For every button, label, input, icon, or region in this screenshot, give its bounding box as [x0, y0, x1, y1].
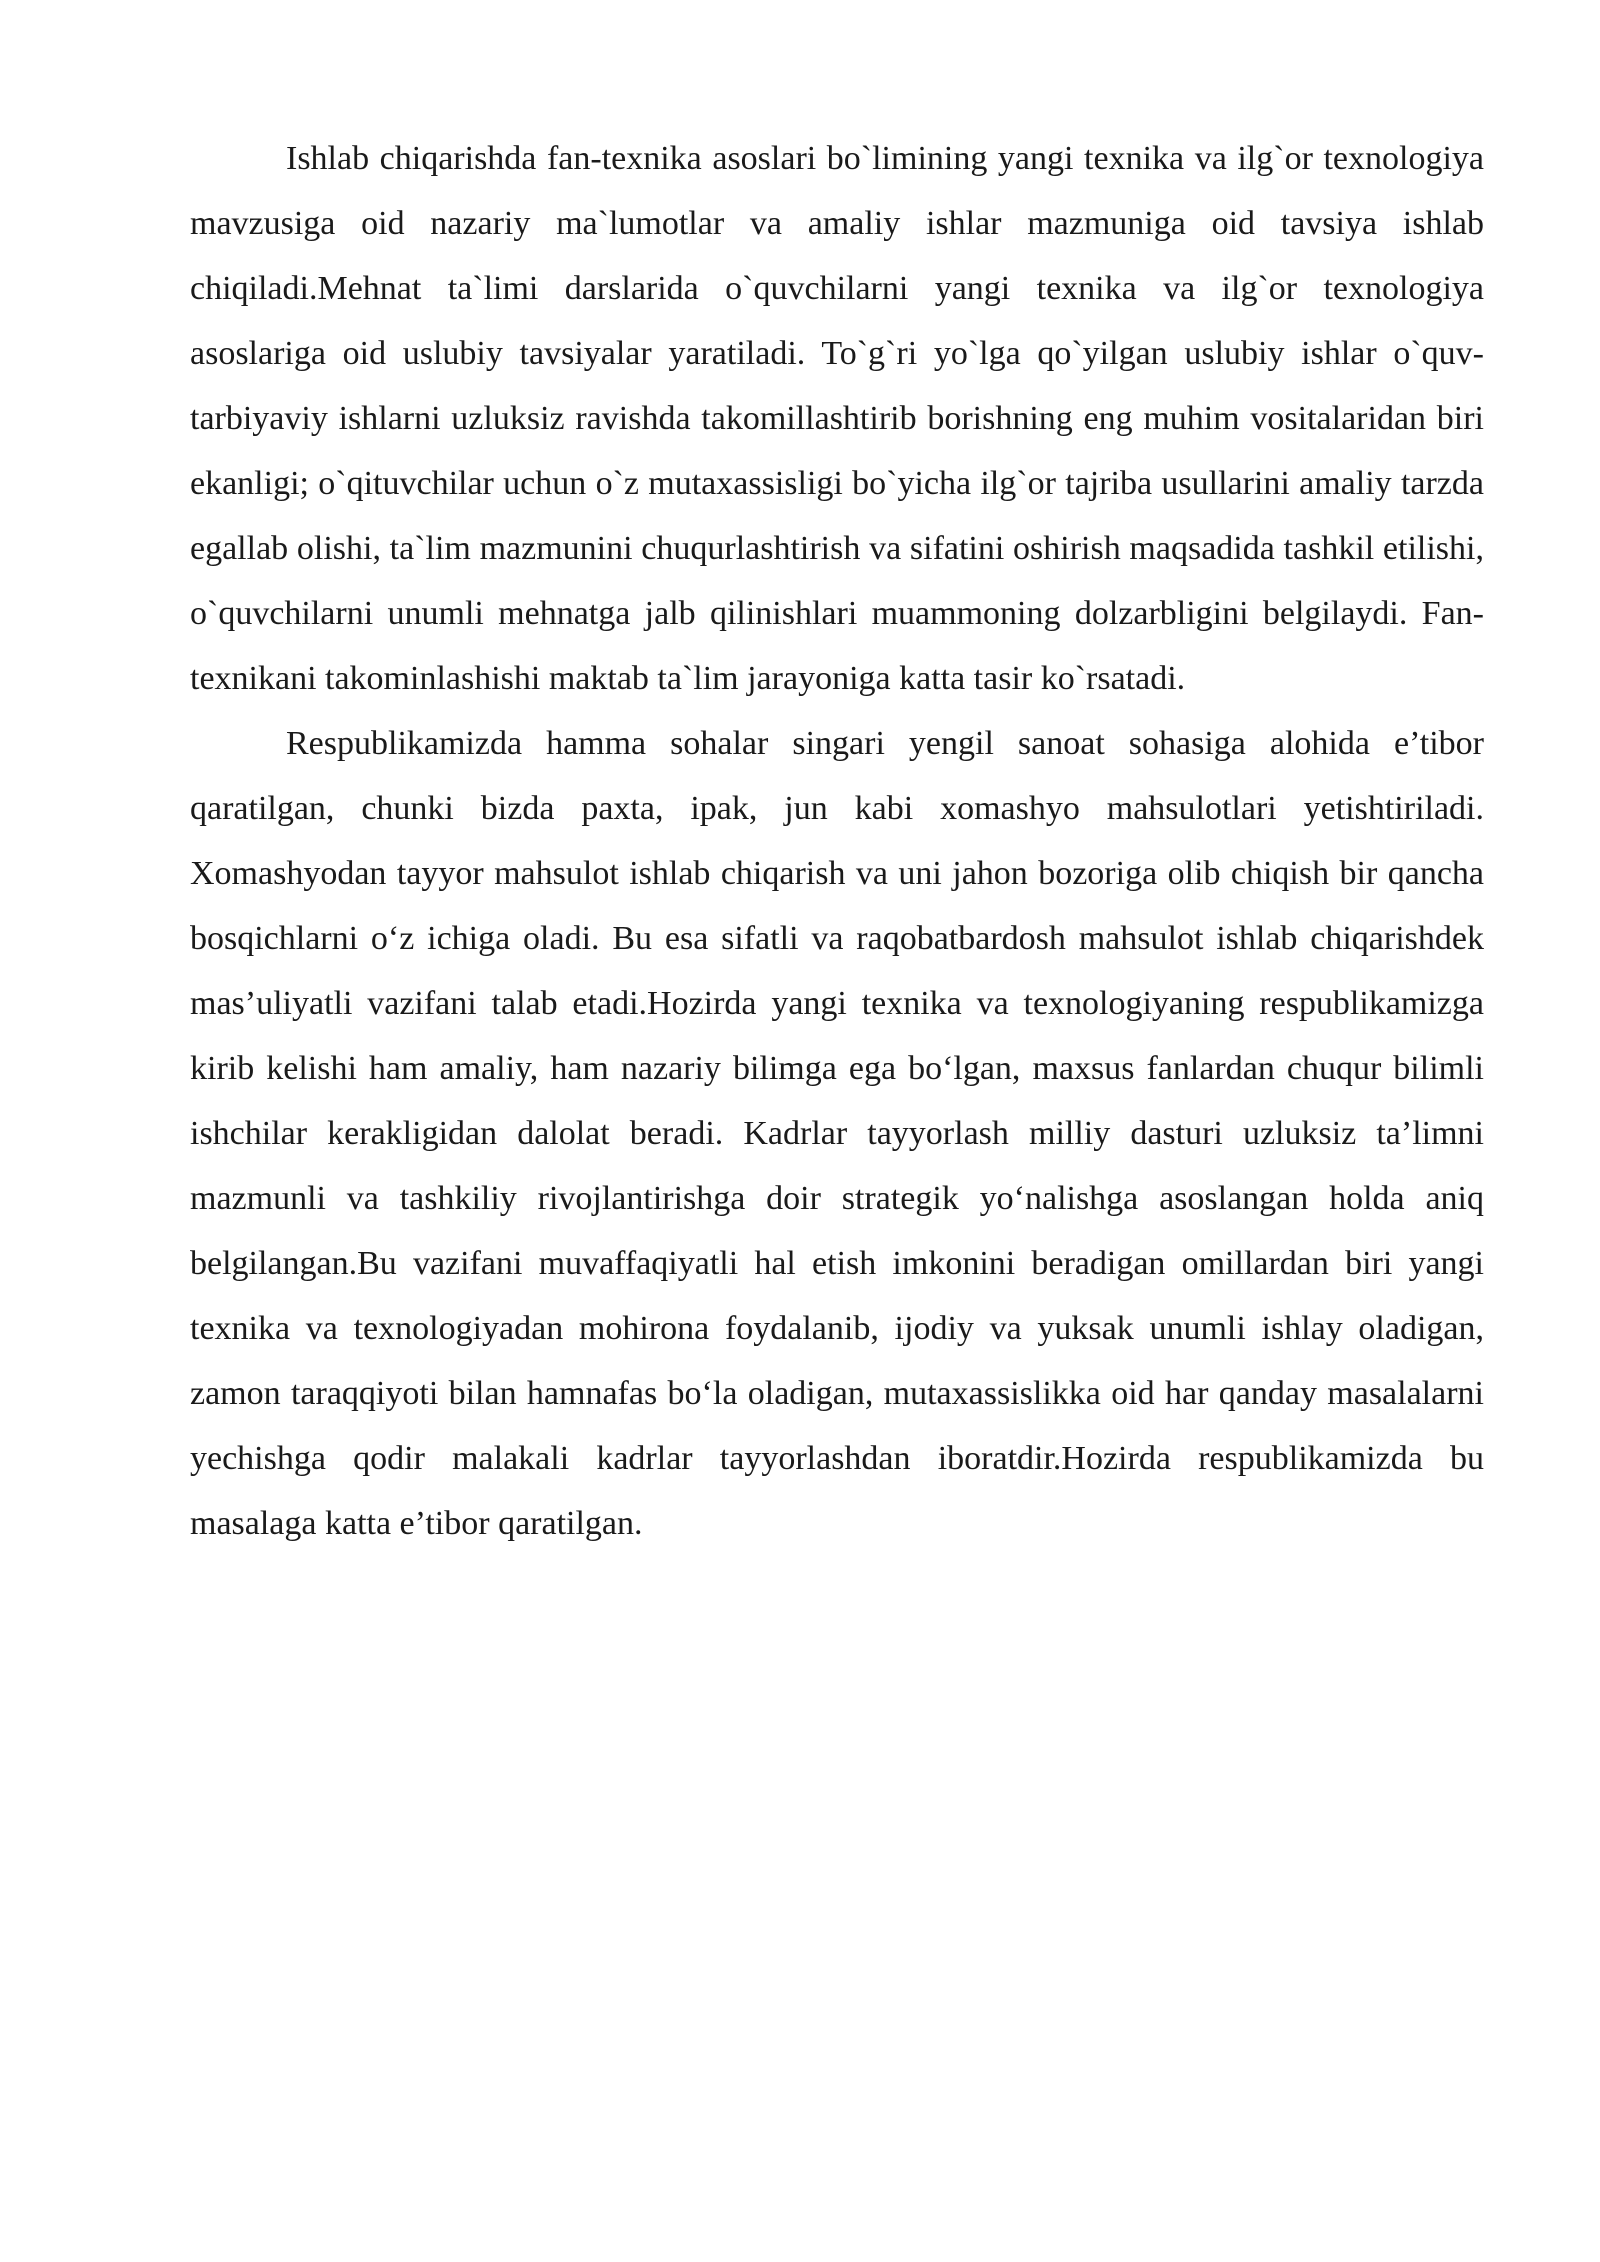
body-text — [190, 126, 1484, 1556]
paragraph: Respublikamizda hamma sohalar singari yengil sanoat sohasiga alohida e’tibor qaratilgan, chunki bizda paxta, ipak, jun kabi xomashyo mahsulotlari yetishtiriladi. Xomashyodan tayyor mahsulot ishlab chiqarish va uni jahon bozoriga olib chiqish bir qancha bosqichlarni o‘z ichiga oladi. Bu esa sifatli va raqobatbardosh mahsulot ishlab chiqarishdek mas’uliyatli vazifani talab etadi.Hozirda yangi texnika va texnologiyaning respublikamizga kirib kelishi ham amaliy, ham nazariy bilimga ega bo‘lgan, maxsus fanlardan chuqur bilimli ishchilar kerakligidan dalolat beradi. Kadrlar tayyorlash milliy dasturi uzluksiz ta’limni mazmunli va tashkiliy rivojlantirishga doir strategik yo‘nalishga asoslangan holda aniq belgilangan.Bu vazifani muvaffaqiyatli hal etish imkonini beradigan omillardan biri yangi texnika va texnologiyadan mohirona foydalanib, ijodiy va yuksak unumli ishlay oladigan, zamon taraqqiyoti bilan hamnafas bo‘la oladigan, mutaxassislikka oid har qanday masalalarni yechishga qodir malakali kadrlar tayyorlashdan iboratdir.Hozirda respublikamizda bu masalaga katta e’tibor qaratilgan. — [190, 725, 1484, 1542]
paragraph: Ishlab chiqarishda fan-texnika asoslari bo`limining yangi texnika va ilg`or texnologiya mavzusiga oid nazariy ma`lumotlar va amaliy ishlar mazmuniga oid tavsiya ishlab chiqiladi.Mehnat ta`limi darslarida o`quvchilarni yangi texnika va ilg`or texnologiya asoslariga oid uslubiy tavsiyalar yaratiladi. To`g`ri yo`lga qo`yilgan uslubiy ishlar o`quv-tarbiyaviy ishlarni uzluksiz ravishda takomillashtirib borishning eng muhim vositalaridan biri ekanligi; o`qituvchilar uchun o`z mutaxassisligi bo`yicha ilg`or tajriba usullarini amaliy tarzda egallab olishi, ta`lim mazmunini chuqurlashtirish va sifatini oshirish maqsadida tashkil etilishi, o`quvchilarni unumli mehnatga jalb qilinishlari muammoning dolzarbligini belgilaydi. Fan-texnikani takominlashishi maktab ta`lim jarayoniga katta tasir ko`rsatadi. — [190, 140, 1484, 697]
